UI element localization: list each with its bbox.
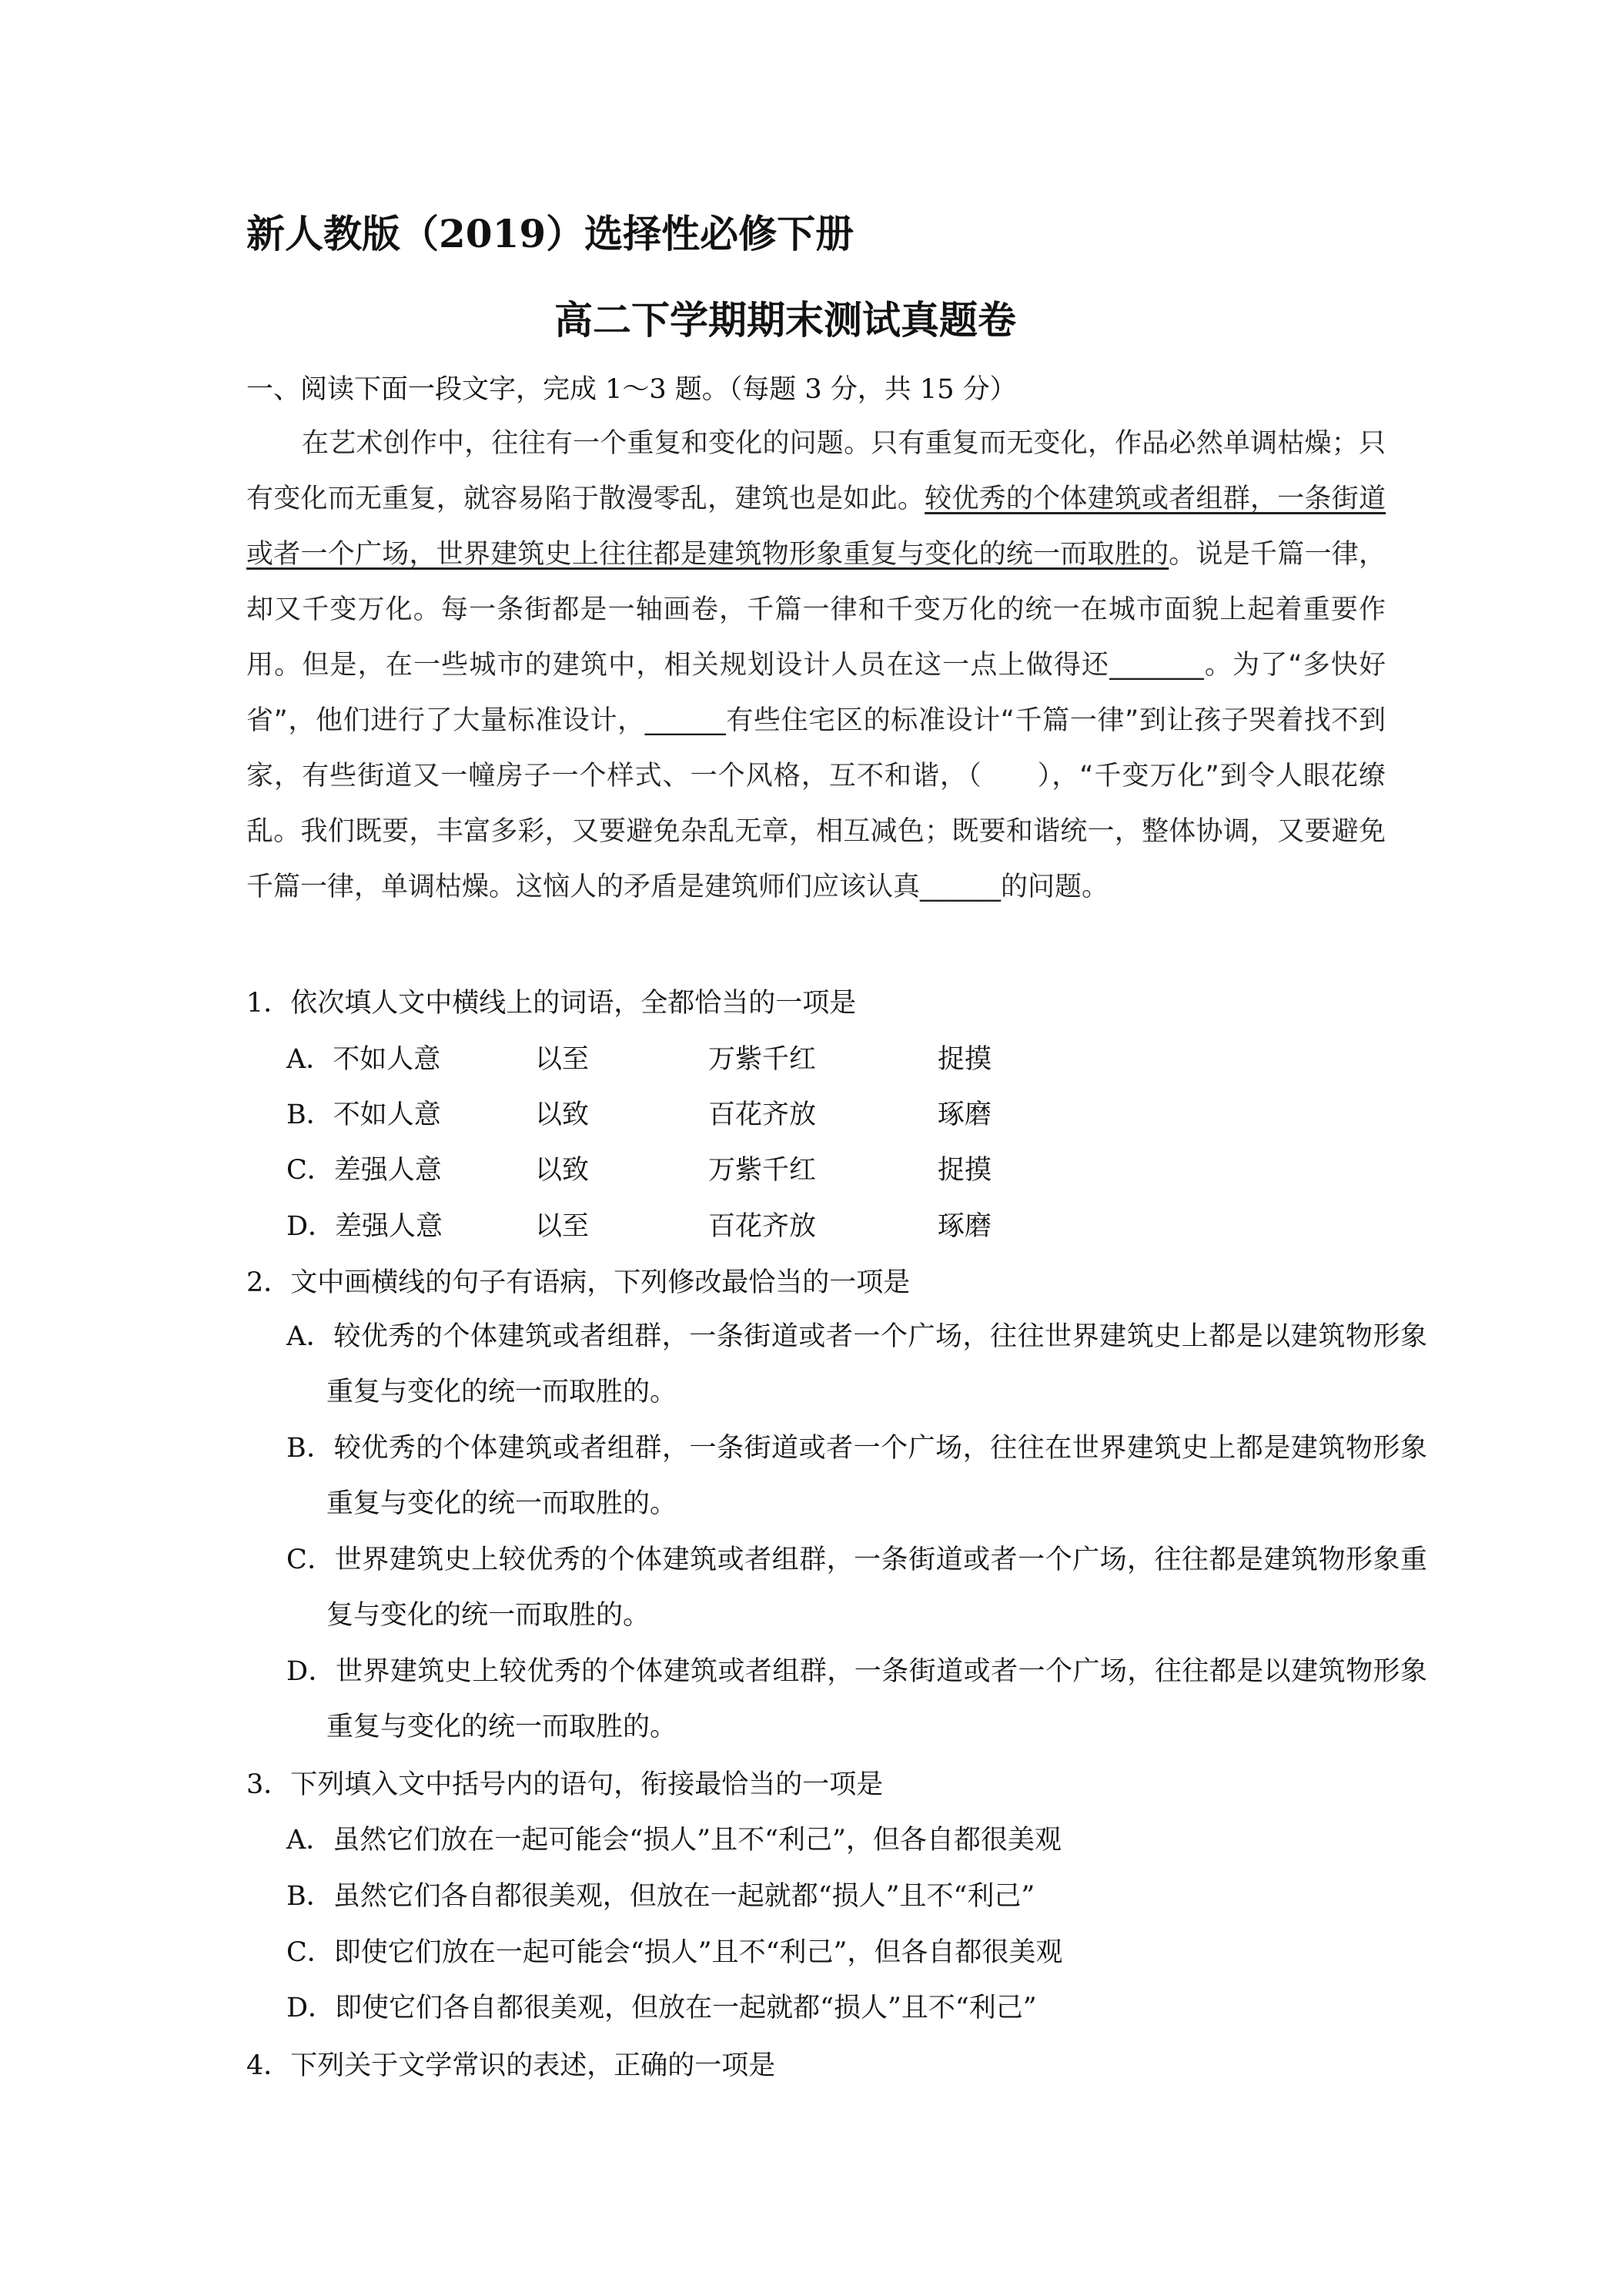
question-4-stem: 4．下列关于文学常识的表述，正确的一项是 bbox=[246, 2050, 776, 2081]
q3-option-c: C．即使它们放在一起可能会“损人”且不“利己”，但各自都很美观 bbox=[286, 1937, 1063, 1968]
question-1-stem: 1．依次填人文中横线上的词语，全都恰当的一项是 bbox=[246, 988, 857, 1019]
q1-option-b-word2: 以致 bbox=[535, 1099, 590, 1130]
q3-option-d: D．即使它们各自都很美观，但放在一起就都“损人”且不“利己” bbox=[286, 1993, 1037, 2023]
section-heading: 一、阅读下面一段文字，完成 1～3 题。（每题 3 分，共 15 分） bbox=[246, 374, 1017, 405]
q2-option-c: C．世界建筑史上较优秀的个体建筑或者组群，一条街道或者一个广场，往往都是建筑物形象重复与变化的统一而取胜的。 bbox=[286, 1545, 1427, 1631]
q1-option-c-word2: 以致 bbox=[535, 1155, 590, 1186]
q1-option-d-word1: D．差强人意 bbox=[286, 1211, 443, 1242]
q1-option-a-word4: 捉摸 bbox=[938, 1044, 992, 1075]
q1-option-b-word1: B．不如人意 bbox=[286, 1099, 441, 1130]
q1-option-c-word4: 捉摸 bbox=[938, 1155, 992, 1186]
passage-text-1: 在艺术创作中，往往有一个重复和变化的问题。只有重复而无变化，作品必然单调枯燥；只有变化而无重复，就容易陷于散漫零乱，建筑也是如此。 bbox=[246, 428, 1386, 514]
question-3-stem: 3．下列填入文中括号内的语句，衔接最恰当的一项是 bbox=[246, 1769, 884, 1800]
q1-option-d-word3: 百花齐放 bbox=[708, 1211, 817, 1242]
q3-option-a: A．虽然它们放在一起可能会“损人”且不“利己”，但各自都很美观 bbox=[286, 1825, 1062, 1856]
reading-passage bbox=[246, 416, 1386, 915]
q3-option-b: B．虽然它们各自都很美观，但放在一起就都“损人”且不“利己” bbox=[286, 1881, 1035, 1912]
q1-option-c-word1: C．差强人意 bbox=[286, 1155, 442, 1186]
q1-option-d-word2: 以至 bbox=[535, 1211, 590, 1242]
underlined-sentence: 较优秀的个体建筑或者组群，一条街道或者一个广场，世界建筑史上往往都是建筑物形象重复与变化的统一而取胜的 bbox=[246, 484, 1386, 570]
q1-option-b-word3: 百花齐放 bbox=[708, 1099, 817, 1130]
passage-text-2: 。说是千篇一律，却又千变万化。每一条街都是一轴画卷，千篇一律和千变万化的统一在城市面貌上起着重要作用。但是，在一些城市的建筑中，相关规划设计人员在这一点上做得还_______。为了“多快好省”，他们进行了大量标准设计，______有些住宅区的标准设计“千篇一律”到让孩子哭着找不到家，有些街道又一幢房子一个样式、一个风格，互不和谐，（ ），“千变万化”到令人眼花缭乱。我们既要，丰富多彩，又要避免杂乱无章，相互减色；既要和谐统一，整体协调，又要避免千篇一律，单调枯燥。这恼人的矛盾是建筑师们应该认真______的问题。 bbox=[246, 539, 1386, 902]
question-2-stem: 2．文中画横线的句子有语病，下列修改最恰当的一项是 bbox=[246, 1267, 911, 1298]
q1-option-c-word3: 万紫千红 bbox=[708, 1155, 817, 1186]
document-title: 新人教版（2019）选择性必修下册 bbox=[246, 211, 854, 256]
q1-option-a-word1: A．不如人意 bbox=[286, 1044, 441, 1075]
q2-option-d: D．世界建筑史上较优秀的个体建筑或者组群，一条街道或者一个广场，往往都是以建筑物形象重复与变化的统一而取胜的。 bbox=[286, 1656, 1427, 1742]
q1-option-d-word4: 琢磨 bbox=[938, 1211, 992, 1242]
q1-option-b-word4: 琢磨 bbox=[938, 1099, 992, 1130]
q2-option-a: A．较优秀的个体建筑或者组群，一条街道或者一个广场，往往世界建筑史上都是以建筑物形象重复与变化的统一而取胜的。 bbox=[286, 1321, 1427, 1407]
q2-option-b: B．较优秀的个体建筑或者组群，一条街道或者一个广场，往往在世界建筑史上都是建筑物形象重复与变化的统一而取胜的。 bbox=[286, 1433, 1427, 1519]
document-subtitle: 高二下学期期末测试真题卷 bbox=[554, 297, 1016, 343]
q1-option-a-word3: 万紫千红 bbox=[708, 1044, 817, 1075]
q1-option-a-word2: 以至 bbox=[535, 1044, 590, 1075]
